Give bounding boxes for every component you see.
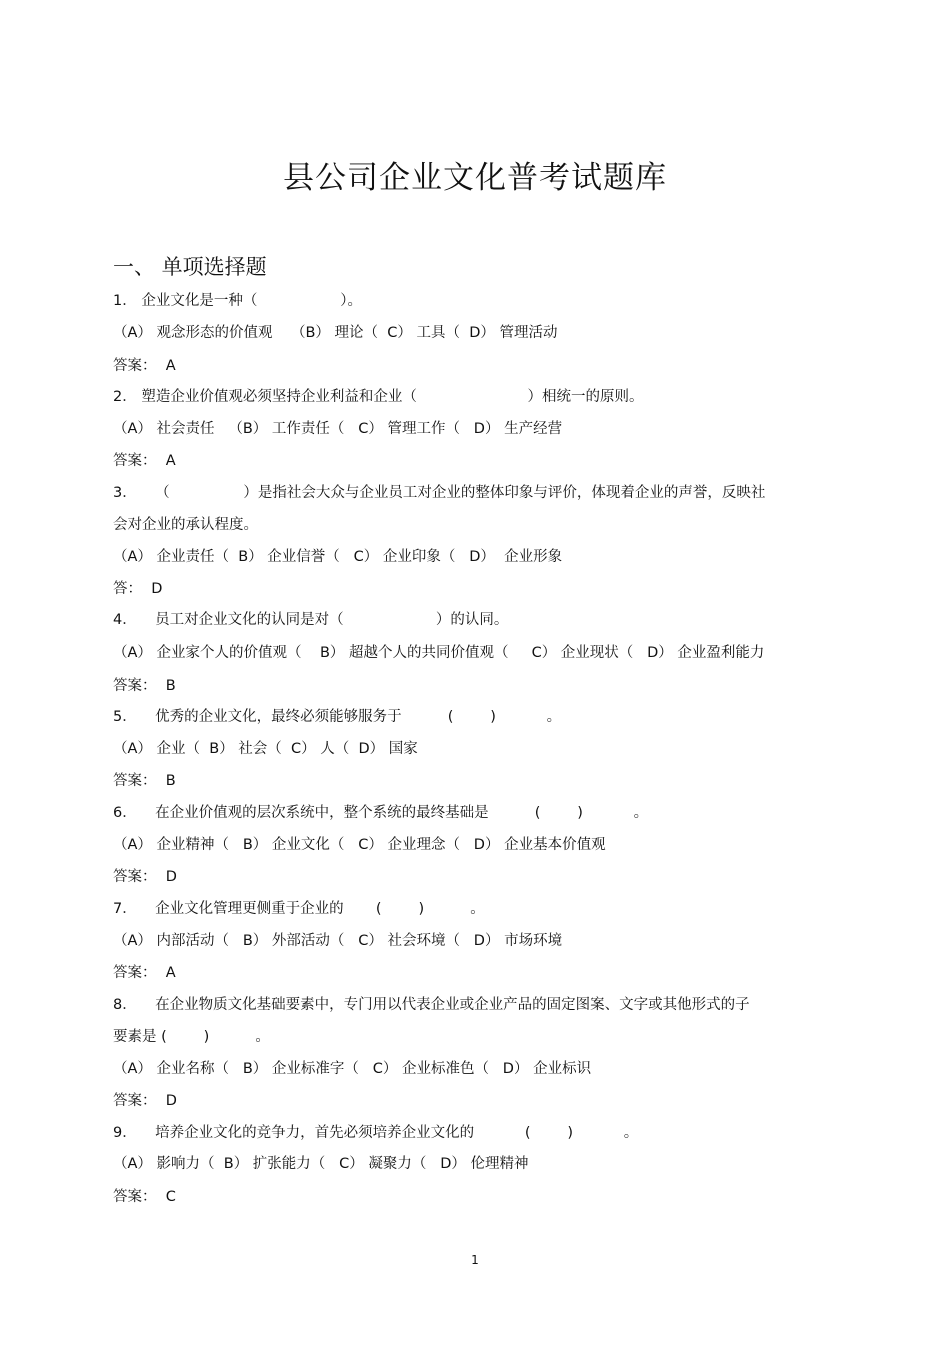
section-heading: 一、 单项选择题 — [113, 255, 267, 279]
question-8-answer: 答案： D — [113, 1093, 177, 1109]
question-9-options: （A） 影响力（ B） 扩张能力（ C） 凝聚力（ D） 伦理精神 — [113, 1156, 529, 1172]
question-3-options: （A） 企业责任（ B） 企业信誉（ C） 企业印象（ D） 企业形象 — [113, 549, 563, 565]
question-6-stem: 6． 在企业价值观的层次系统中，整个系统的最终基础是 ( ) 。 — [113, 805, 649, 821]
question-7-options: （A） 内部活动（ B） 外部活动（ C） 社会环境（ D） 市场环境 — [113, 933, 563, 949]
question-1-answer: 答案： A — [113, 358, 176, 374]
question-3-stem-continued: 会对企业的承认程度。 — [113, 517, 258, 533]
question-2-stem: 2． 塑造企业价值观必须坚持企业利益和企业（ ）相统一的原则。 — [113, 389, 644, 405]
question-8-stem-continued: 要素是 ( ) 。 — [113, 1029, 270, 1045]
question-6-options: （A） 企业精神（ B） 企业文化（ C） 企业理念（ D） 企业基本价值观 — [113, 837, 606, 853]
page-number: 1 — [471, 1253, 479, 1267]
question-9-stem: 9． 培养企业文化的竞争力，首先必须培养企业文化的 ( ) 。 — [113, 1125, 639, 1141]
question-4-stem: 4． 员工对企业文化的认同是对（ ）的认同。 — [113, 612, 509, 628]
question-3-stem: 3． （ ）是指社会大众与企业员工对企业的整体印象与评价，体现着企业的声誉，反映社 — [113, 485, 766, 501]
question-4-answer: 答案： B — [113, 678, 176, 694]
question-5-options: （A） 企业（ B） 社会（ C） 人（ D） 国家 — [113, 741, 418, 757]
question-5-stem: 5． 优秀的企业文化，最终必须能够服务于 ( ) 。 — [113, 709, 562, 725]
question-6-answer: 答案： D — [113, 869, 177, 885]
question-3-answer: 答： D — [113, 581, 163, 597]
question-4-options: （A） 企业家个人的价值观（ B） 超越个人的共同价值观（ C） 企业现状（ D） 企业盈利能力 — [113, 645, 765, 661]
question-5-answer: 答案： B — [113, 773, 176, 789]
document-title: 县公司企业文化普考试题库 — [283, 160, 667, 196]
question-7-answer: 答案： A — [113, 965, 176, 981]
question-1-options: （A） 观念形态的价值观 （B） 理论（ C） 工具（ D） 管理活动 — [113, 325, 558, 341]
question-7-stem: 7． 企业文化管理更侧重于企业的 ( ) 。 — [113, 901, 485, 917]
question-8-options: （A） 企业名称（ B） 企业标准字（ C） 企业标准色（ D） 企业标识 — [113, 1061, 592, 1077]
question-2-answer: 答案： A — [113, 453, 176, 469]
question-2-options: （A） 社会责任 （B） 工作责任（ C） 管理工作（ D） 生产经营 — [113, 421, 563, 437]
question-1-stem: 1． 企业文化是一种（ ）。 — [113, 293, 363, 309]
question-9-answer: 答案： C — [113, 1189, 176, 1205]
question-8-stem: 8． 在企业物质文化基础要素中，专门用以代表企业或企业产品的固定图案、文字或其他形式的子 — [113, 997, 750, 1013]
